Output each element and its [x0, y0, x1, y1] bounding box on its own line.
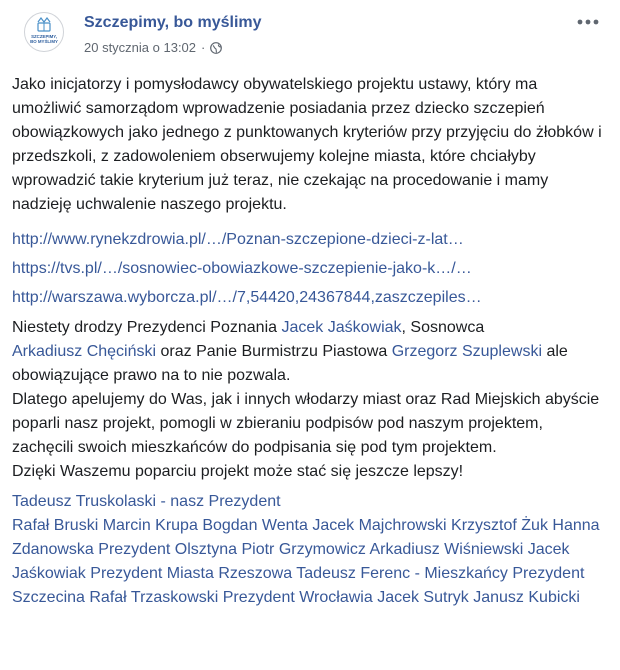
post-paragraph-2	[12, 316, 608, 484]
mention-link[interactable]: Arkadiusz Chęciński	[12, 343, 157, 360]
external-link[interactable]: https://tvs.pl/…/sosnowiec-obowiazkowe-szczepienie-jako-k…/…	[12, 260, 472, 277]
post-header	[12, 0, 608, 64]
external-link[interactable]: http://www.rynekzdrowia.pl/…/Poznan-szczepione-dzieci-z-lat…	[12, 231, 464, 248]
page-avatar[interactable]	[24, 12, 64, 52]
url-row	[12, 257, 608, 281]
globe-icon[interactable]	[210, 42, 222, 54]
more-options-icon[interactable]	[576, 12, 600, 32]
mention-link[interactable]: Prezydent Olsztyna	[98, 541, 238, 558]
tags-block	[12, 490, 608, 610]
url-row	[12, 286, 608, 310]
mention-link[interactable]: Jacek Jaśkowiak	[281, 319, 402, 336]
url-row	[12, 228, 608, 252]
mention-link[interactable]: Grzegorz Szuplewski	[391, 343, 542, 360]
mention-link[interactable]: Rafał Bruski	[12, 517, 99, 534]
post-content	[12, 73, 608, 610]
post-timestamp[interactable]: 20 stycznia o 13:02	[84, 40, 197, 55]
mention-link[interactable]: Janusz Kubicki	[473, 589, 580, 606]
avatar-text-1: SZCZEPIMY,	[31, 34, 57, 39]
mention-link[interactable]: Arkadiusz Wiśniewski	[369, 541, 524, 558]
avatar-text-2: BO MYŚLIMY	[30, 39, 58, 44]
mention-link[interactable]: Hanna Zdanowska	[12, 517, 600, 558]
mention-link[interactable]: Prezydent Miasta Rzeszowa	[90, 565, 293, 582]
mention-link[interactable]: Jacek Jaśkowiak	[12, 541, 570, 582]
mention-link[interactable]: Piotr Grzymowicz	[241, 541, 366, 558]
mention-link[interactable]: Tadeusz Truskolaski - nasz Prezydent	[12, 493, 281, 510]
paragraph-text: oraz Panie Burmistrzu Piastowa	[156, 343, 392, 360]
mention-link[interactable]: Bogdan Wenta	[202, 517, 308, 534]
mention-link[interactable]: Prezydent Szczecina	[12, 565, 585, 606]
mention-link[interactable]: Tadeusz Ferenc - Mieszkańcy	[296, 565, 508, 582]
mention-link[interactable]: Marcin Krupa	[102, 517, 198, 534]
paragraph-text: Dlatego apelujemy do Was, jak i innych włodarzy miast oraz Rad Miejskich abyście poparli nasz projekt, pomogli w zbieraniu podpisów pod naszym projektem, zachęcili swoich mieszkańców do podpisania się pod tym projektem.	[12, 391, 600, 456]
external-link[interactable]: http://warszawa.wyborcza.pl/…/7,54420,24367844,zaszczepiles…	[12, 289, 482, 306]
mention-link[interactable]: Krzysztof Żuk	[451, 517, 548, 534]
mention-link[interactable]: Rafał Trzaskowski	[89, 589, 219, 606]
post-paragraph-1: Jako inicjatorzy i pomysłodawcy obywatelskiego projektu ustawy, który ma umożliwić samorządom wprowadzenie posiadania przez dziecko szczepień obowiązkowych jako jednego z punktowanych kryteriów przy przyjęciu do żłobków i przedszkoli, z zadowoleniem obserwujemy kolejne miasta, które chciałyby wprowadzić takie kryterium już teraz, nie czekając na procedowanie i mamy nadzieję uchwalenie naszego projektu.	[12, 76, 602, 213]
paragraph-text: , Sosnowca	[401, 319, 485, 336]
paragraph-text: Niestety drodzy Prezydenci Poznania	[12, 319, 282, 336]
mention-link[interactable]: Jacek Sutryk	[377, 589, 469, 606]
paragraph-text: ale obowiązujące prawo na to nie pozwala.	[12, 343, 568, 384]
post-meta	[84, 40, 222, 55]
page-name-link[interactable]: Szczepimy, bo myślimy	[84, 14, 262, 31]
mention-link[interactable]: Jacek Majchrowski	[312, 517, 447, 534]
paragraph-text: Dzięki Waszemu poparciu projekt może stać się jeszcze lepszy!	[12, 463, 464, 480]
page-logo	[25, 13, 63, 51]
mention-link[interactable]: Prezydent Wrocławia	[222, 589, 373, 606]
meta-separator: ·	[201, 40, 206, 55]
